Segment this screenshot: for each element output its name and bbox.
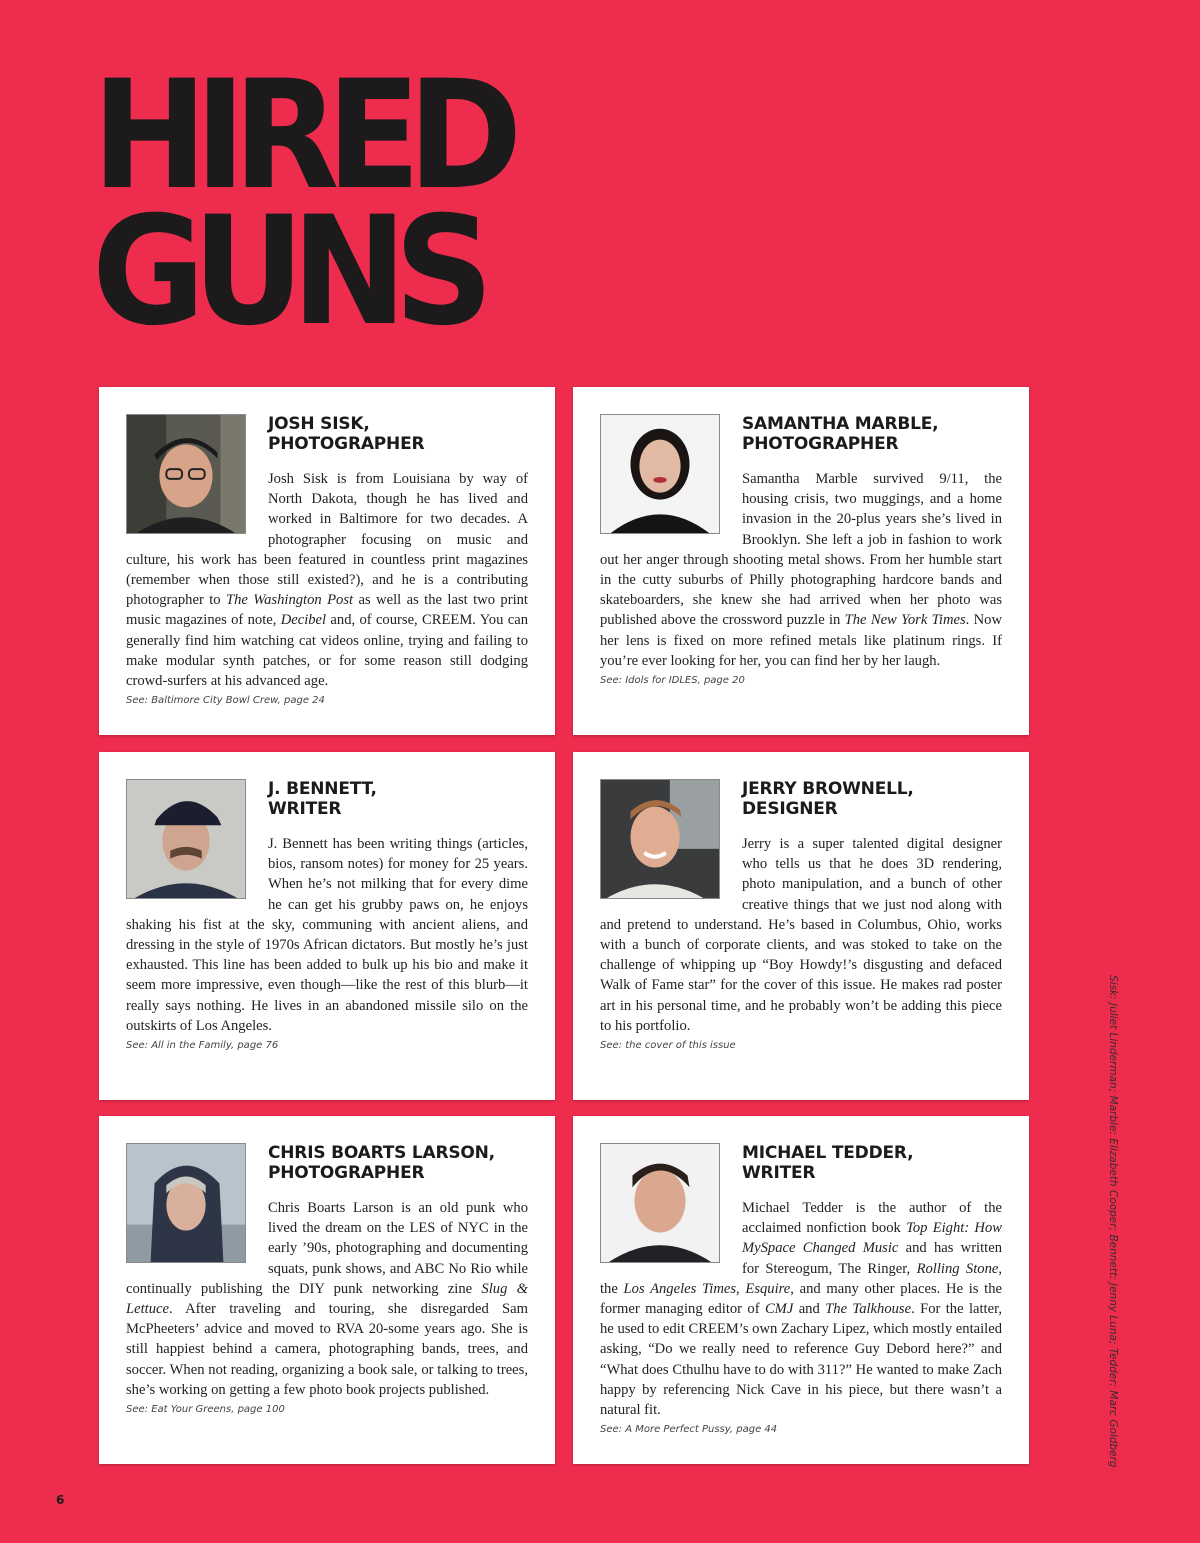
- portrait-michael-tedder-image: [601, 1144, 719, 1262]
- role-line: PHOTOGRAPHER: [742, 434, 899, 454]
- contributor-bio: Josh Sisk is from Louisiana by way of North Dakota, though he has lived and worked in Baltimore for two decades. A photographer focusing on music and culture, his work has been featured in countless print magazines (remember when those still existed?), and he is a contributing photographer to The Washington Post as well as the last two print music magazines of note, Decibel and, of course, CREEM. You can generally find him watching cat videos online, trying and failing to make modular synth patches, or for some reason still dodging crowd-surfers at his advanced age.: [126, 471, 528, 690]
- contributor-photo: [126, 414, 246, 534]
- role-line: WRITER: [268, 799, 342, 819]
- name-line: J. BENNETT,: [268, 779, 377, 799]
- name-line: JOSH SISK,: [268, 414, 370, 434]
- contributor-bio: Jerry is a super talented digital designer who tells us that he does 3D rendering, photo manipulation, and a bunch of other creative things that we just nod along with and pretend to understand. He’s based in Columbus, Ohio, works with a bunch of corporate clients, and was stoked to take on the challenge of whipping up “Boy Howdy!’s disgusting and defaced Walk of Fame star” for the cover of this issue. He makes rad poster art in his personal time, and he probably won’t be adding this piece to his portfolio.: [600, 836, 1002, 1034]
- photo-credit: Sisk: Juliet Linderman; Marble: Elizabeth Cooper; Bennett: Jenny Luna; Tedder: Marc Goldberg: [1107, 975, 1119, 1468]
- contributor-card: [573, 387, 1029, 735]
- page-title: [92, 49, 510, 359]
- contributor-bio: Chris Boarts Larson is an old punk who lived the dream on the LES of NYC in the early ’90s, photographing and documenting squats, punk shows, and ABC No Rio while continually publishing the DIY punk networking zine Slug & Lettuce. After traveling and touring, she disregarded Sam McPheeters’ advice and moved to RVA 20-some years ago. She is still happiest behind a camera, photographing bands, trees, and soccer. When not reading, organizing a book sale, or talking to trees, she’s working on getting a few photo book projects published.: [126, 1200, 528, 1398]
- page-number: 6: [56, 1493, 65, 1507]
- title-line-2: GUNS: [92, 185, 481, 359]
- role-line: PHOTOGRAPHER: [268, 434, 425, 454]
- role-line: PHOTOGRAPHER: [268, 1163, 425, 1183]
- portrait-chris-boarts-larson-image: [127, 1144, 245, 1262]
- name-line: JERRY BROWNELL,: [742, 779, 914, 799]
- name-line: CHRIS BOARTS LARSON,: [268, 1143, 495, 1163]
- contributor-card: [573, 752, 1029, 1100]
- contributor-card: [99, 387, 555, 735]
- see-reference: See: A More Perfect Pussy, page 44: [600, 1424, 778, 1436]
- role-line: WRITER: [742, 1163, 816, 1183]
- contributor-bio: Michael Tedder is the author of the acclaimed nonfiction book Top Eight: How MySpace Changed Music and has written for Stereogum, The Ringer, Rolling Stone, the Los Angeles Times, Esquire, and many other places. He is the former managing editor of CMJ and The Talkhouse. For the latter, he used to edit CREEM’s own Zachary Lipez, which mostly entailed asking, “Do we really need to reference Guy Debord here?” and “What does Cthulhu have to do with 311?” He wanted to make Zach happy by referencing Nick Cave in his piece, but there wasn’t a natural fit.: [600, 1200, 1003, 1419]
- see-reference: See: Baltimore City Bowl Crew, page 24: [126, 695, 325, 707]
- contributor-bio: J. Bennett has been writing things (articles, bios, ransom notes) for money for 25 years. When he’s not milking that for every dime he can get his grubby paws on, he enjoys shaking his fist at the sky, communing with ancient aliens, and dressing in the style of 1970s African dictators. But mostly he’s just exhausted. This line has been added to bulk up his bio and make it seem more impressive, even though—like the rest of this blurb—it really says nothing. He lives in an abandoned missile silo on the outskirts of Los Angeles.: [126, 836, 528, 1034]
- see-reference: See: Idols for IDLES, page 20: [600, 675, 745, 687]
- name-line: SAMANTHA MARBLE,: [742, 414, 939, 434]
- contributor-photo: [600, 779, 720, 899]
- contributor-photo: [126, 779, 246, 899]
- contributor-card: [99, 1116, 555, 1464]
- contributor-bio: Samantha Marble survived 9/11, the housing crisis, two muggings, and a home invasion in the 20-plus years she’s lived in Brooklyn. She left a job in fashion to work out her anger through shooting metal shows. From her humble start in the cutty suburbs of Philly photographing hardcore bands and skateboarders, she knew she had arrived when her photo was published above the crossword puzzle in The New York Times. Now her lens is fixed on more refined metals like platinum rings. If you’re ever looking for her, you can find her by her laugh.: [600, 471, 1002, 669]
- contributor-card: [573, 1116, 1029, 1464]
- contributor-photo: [600, 1143, 720, 1263]
- portrait-jerry-brownell-image: [601, 780, 719, 898]
- contributor-photo: [600, 414, 720, 534]
- portrait-j-bennett-image: [127, 780, 245, 898]
- see-reference: See: All in the Family, page 76: [126, 1040, 279, 1052]
- name-line: MICHAEL TEDDER,: [742, 1143, 914, 1163]
- contributor-photo: [126, 1143, 246, 1263]
- title-line-1: HIRED: [92, 49, 510, 223]
- see-reference: See: the cover of this issue: [600, 1040, 736, 1052]
- see-reference: See: Eat Your Greens, page 100: [126, 1404, 285, 1416]
- role-line: DESIGNER: [742, 799, 838, 819]
- contributor-card: [99, 752, 555, 1100]
- portrait-samantha-marble-image: [601, 415, 719, 533]
- portrait-josh-sisk-image: [127, 415, 245, 533]
